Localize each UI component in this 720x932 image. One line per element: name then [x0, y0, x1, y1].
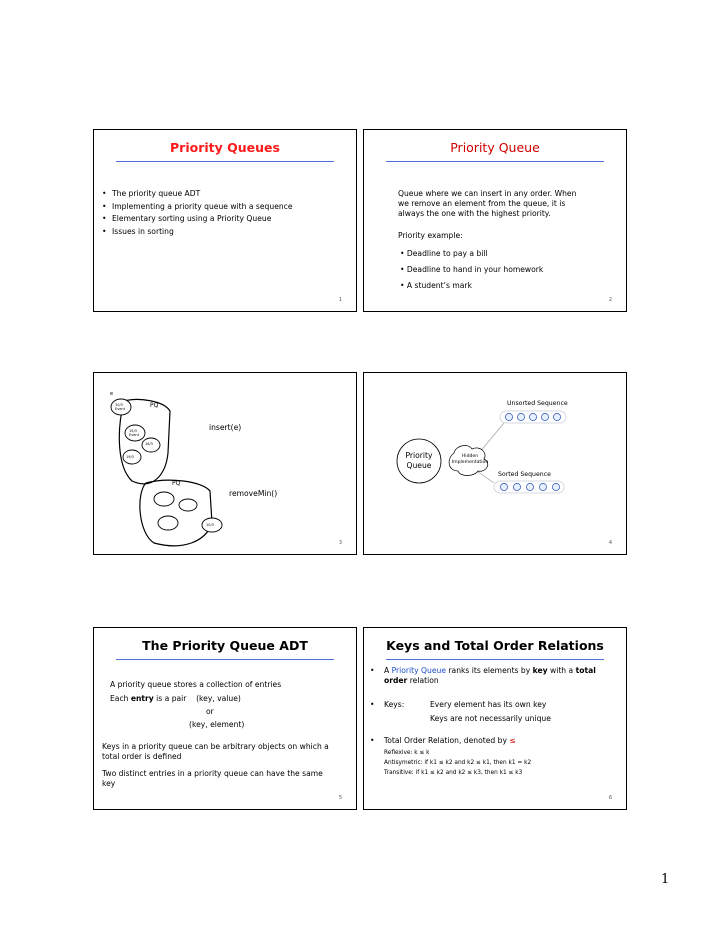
order-properties: [384, 748, 531, 778]
keys-line: Every element has its own key: [430, 700, 547, 709]
priority-queue-node: [397, 451, 441, 471]
slide-title: Keys and Total Order Relations: [386, 638, 604, 653]
svg-text:16/3: 16/3: [145, 442, 153, 446]
title-rule: [116, 161, 334, 162]
example-label: Priority example:: [398, 231, 463, 240]
page-number: 1: [661, 872, 670, 887]
transitive-property: Transitive: if k1 ≤ k2 and k2 ≤ k3, then k1 ≤ k3: [384, 770, 523, 776]
slide-number: 5: [338, 795, 342, 801]
slide-5: [93, 627, 357, 810]
definition-line: Queue where we can insert in any order. When: [398, 189, 577, 198]
svg-text:e: e: [110, 391, 114, 397]
definition-line: we remove an element from the queue, it is: [398, 199, 566, 208]
slide-number: 3: [338, 540, 342, 546]
insert-label: insert(e): [209, 423, 242, 432]
definition-text: [398, 189, 576, 219]
svg-text:19/3: 19/3: [126, 455, 134, 459]
slide-number: 6: [608, 795, 612, 801]
example-item: • Deadline to pay a bill: [400, 249, 488, 258]
adt-distinct-para: [102, 769, 323, 789]
pq-line: Queue: [406, 461, 432, 470]
title-rule: [386, 659, 604, 660]
definition-line: always the one with the highest priority.: [398, 209, 551, 218]
slide-6: [363, 627, 627, 810]
keys-line: Keys are not necessarily unique: [430, 714, 551, 723]
slide-number: 2: [608, 297, 612, 303]
pq-rank-bullet: • A Priority Queue ranks its elements by key with a total order relation: [370, 666, 596, 685]
pq-line: Priority: [405, 451, 433, 460]
bullet-item: • The priority queue ADT: [102, 188, 293, 201]
svg-text:PQ: PQ: [150, 402, 159, 409]
reflexive-property: Reflexive: k ≤ k: [384, 750, 430, 756]
adt-para-line: Keys in a priority queue can be arbitrary objects on which a: [102, 742, 329, 751]
bullet-item: • Issues in sorting: [102, 226, 293, 239]
bullet-list: [102, 188, 293, 238]
adt-or: or: [206, 707, 214, 716]
svg-text:10/3: 10/3: [115, 403, 123, 407]
sorted-sequence-label: Sorted Sequence: [498, 471, 551, 478]
example-list: [400, 246, 543, 294]
adt-para-line: key: [102, 779, 116, 788]
slide-1: [93, 129, 357, 312]
remove-min-label: removeMin(): [229, 489, 278, 498]
keys-bullet: • Keys: Every element has its own key Keys are not necessarily unique: [370, 700, 551, 723]
title-rule: [386, 161, 604, 162]
adt-key-element: (key, element): [189, 720, 245, 729]
pq-illustration: [94, 373, 358, 556]
bullet-item: • Elementary sorting using a Priority Queue: [102, 213, 293, 226]
slide-title: Priority Queues: [170, 140, 280, 155]
slide-title: The Priority Queue ADT: [142, 638, 308, 653]
adt-keys-para: [102, 742, 329, 762]
slide-2: [363, 129, 627, 312]
slide-number: 1: [338, 297, 342, 303]
slide-3: [93, 372, 357, 555]
hidden-implementation-node: [450, 454, 490, 466]
adt-line: A priority queue stores a collection of entries: [110, 680, 282, 689]
antisymmetric-property: Antisymetric: if k1 ≤ k2 and k2 ≤ k1, then k1 = k2: [384, 760, 532, 766]
svg-text:PQ: PQ: [172, 480, 181, 487]
adt-entry-line: Each entry is a pair (key, value): [110, 694, 241, 703]
slide-number: 4: [608, 540, 612, 546]
unsorted-sequence-label: Unsorted Sequence: [507, 400, 568, 407]
adt-para-line: Two distinct entries in a priority queue can have the same: [102, 769, 323, 778]
svg-text:15/3: 15/3: [129, 429, 137, 433]
hidden-line: Hidden: [461, 454, 479, 459]
example-item: • Deadline to hand in your homework: [400, 265, 544, 274]
hidden-line: Implementation: [451, 460, 489, 465]
example-item: • A student’s mark: [400, 281, 472, 290]
bullet-item: • Implementing a priority queue with a sequence: [102, 201, 293, 214]
slide-4: [363, 372, 627, 555]
title-rule: [116, 659, 334, 660]
svg-text:10/3: 10/3: [206, 523, 214, 527]
svg-text:Event: Event: [115, 407, 126, 411]
total-order-bullet: • Total Order Relation, denoted by ≤: [370, 736, 516, 745]
adt-para-line: total order is defined: [102, 752, 182, 761]
svg-text:Event: Event: [129, 433, 140, 437]
slide-title: Priority Queue: [450, 140, 540, 155]
